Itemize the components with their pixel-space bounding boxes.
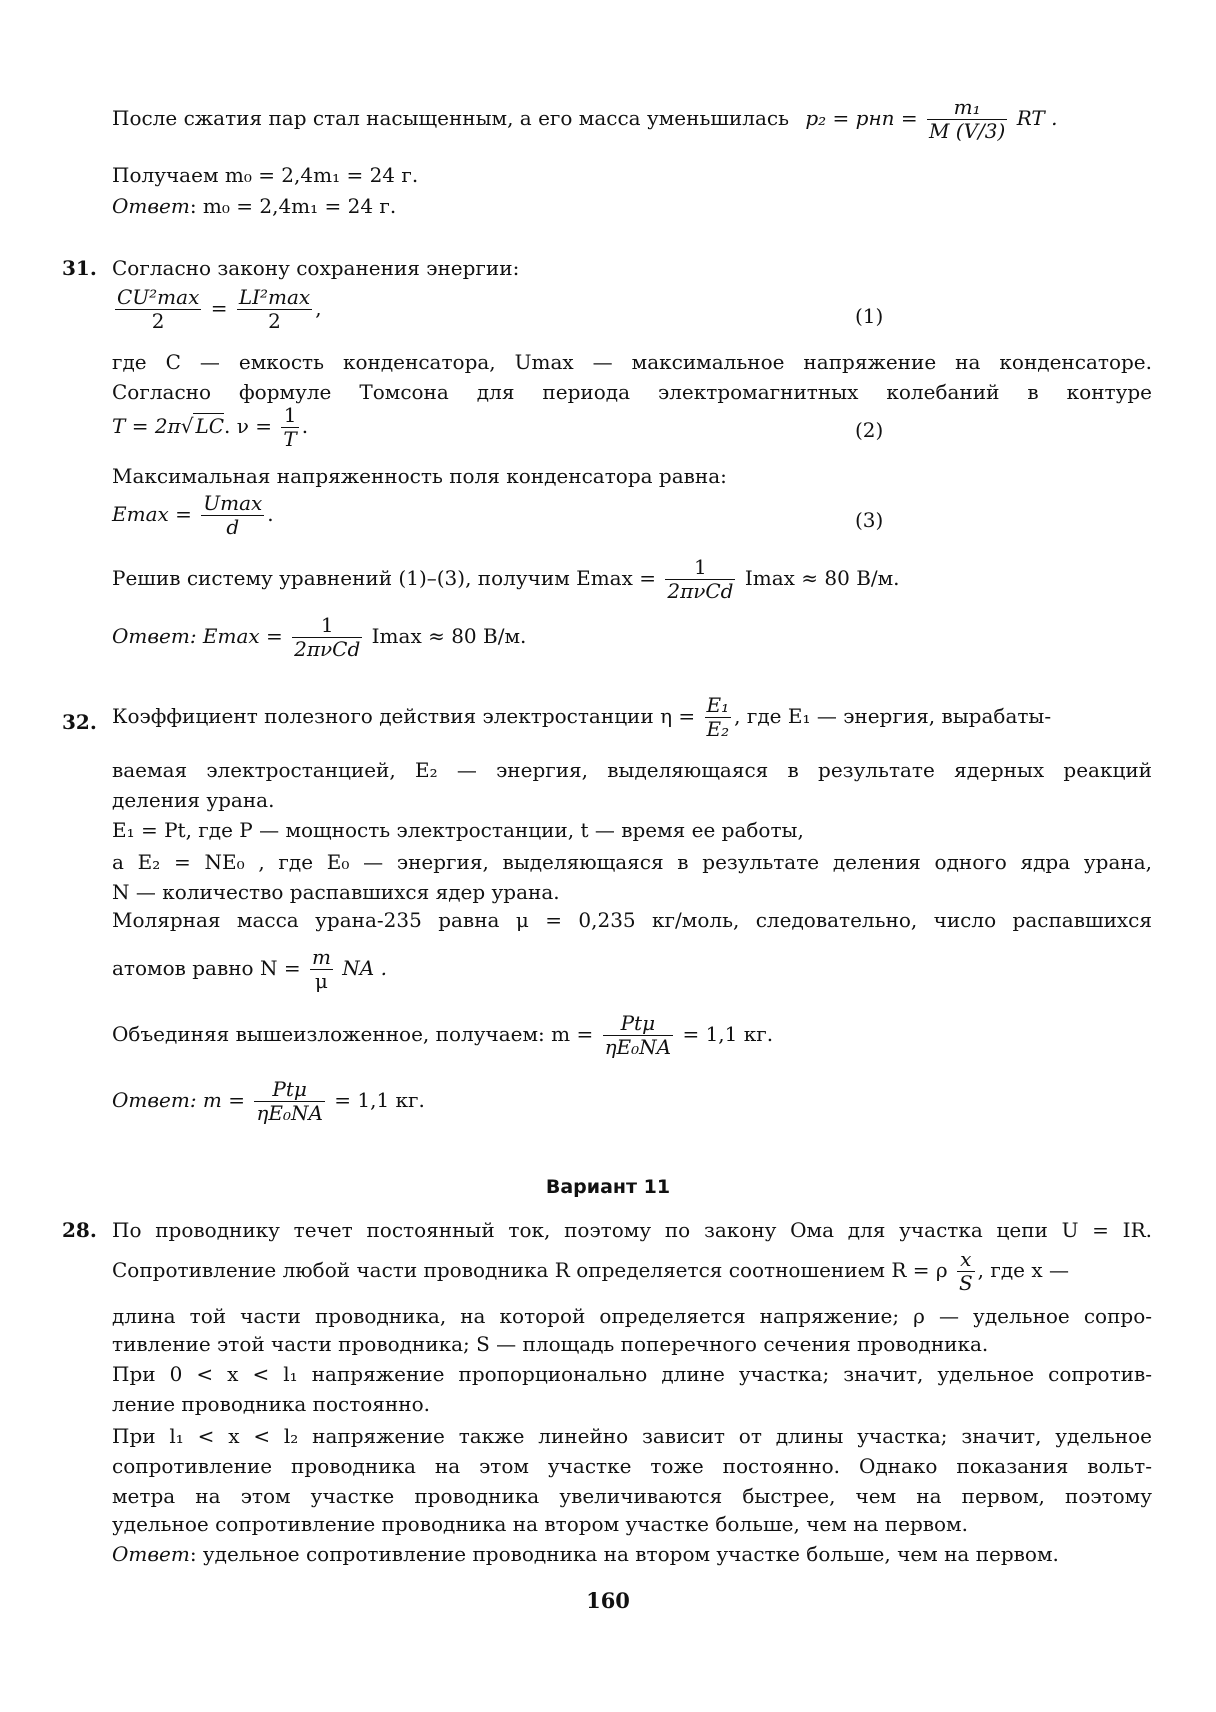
denominator: T: [283, 427, 297, 451]
p32-line-4: E₁ = Pt, где P — мощность электростанции, t — время ее работы,: [112, 818, 804, 842]
p32-line-9: [112, 1012, 773, 1059]
numerator: m: [311, 945, 331, 969]
numerator: Umax: [203, 491, 263, 515]
p28-line-6: ление проводника постоянно.: [112, 1392, 430, 1416]
p28-line-2: [112, 1248, 1069, 1295]
denominator: E₂: [706, 717, 730, 741]
sqrt-content: LC: [195, 414, 225, 438]
text-tail: , где E₁ — энергия, вырабаты-: [734, 704, 1052, 728]
numerator: 1: [281, 404, 298, 428]
p28-line-1: По проводнику течет постоянный ток, поэтому по закону Ома для участка цепи U = IR.: [112, 1218, 1152, 1242]
answer-label: Ответ: [112, 1088, 190, 1112]
p28-line-8: сопротивление проводника на этом участке тоже постоянно. Однако показания вольт-: [112, 1454, 1152, 1478]
p31-tomson: Согласно формуле Томсона для периода электромагнитных колебаний в контуре: [112, 380, 1152, 404]
p32-line-3: деления урана.: [112, 788, 275, 812]
p32-line-6: N — количество распавшихся ядер урана.: [112, 880, 560, 904]
fraction: [603, 1012, 674, 1059]
fraction: [292, 614, 362, 661]
fraction: [201, 492, 264, 539]
denominator: ηE₀NA: [256, 1101, 323, 1125]
p31-eq2: T = 2π√ LC. ν = $\frac{1}{T}$ .: [112, 403, 309, 451]
fraction: [237, 286, 312, 333]
numerator: 1: [665, 556, 735, 580]
fraction: [254, 1078, 325, 1125]
formula-tail: Imax ≈ 80 В/м.: [744, 566, 900, 590]
p28-line-3: длина той части проводника, на которой определяется напряжение; ρ — удельное сопро-: [112, 1304, 1152, 1328]
text: атомов равно N =: [112, 956, 301, 980]
fraction: [310, 946, 333, 993]
denominator: 2: [151, 309, 165, 333]
formula-tail: NA .: [342, 956, 387, 980]
p31-eq1: CU²max 2 = LI²max 2 ,: [117, 285, 322, 333]
answer-label: Ответ: [112, 624, 190, 648]
formula-tail: = 1,1 кг.: [682, 1022, 774, 1046]
p28-line-10: удельное сопротивление проводника на втором участке больше, чем на первом.: [112, 1512, 968, 1536]
fraction: [927, 96, 1007, 143]
p32-line-1: [112, 694, 1051, 741]
p31-solve: [112, 556, 900, 603]
problem-number: 28.: [62, 1218, 97, 1242]
formula: T = 2π: [112, 414, 181, 438]
denominator: μ: [314, 969, 328, 993]
numerator: 1: [292, 614, 362, 638]
equation-tag: (1): [855, 304, 884, 328]
fraction: [115, 286, 201, 333]
problem-number: 31.: [62, 256, 97, 280]
fraction: [705, 694, 732, 741]
p28-line-9: метра на этом участке проводника увеличиваются быстрее, чем на первом, поэтому: [112, 1484, 1152, 1508]
formula: p₂ = pнп =: [805, 106, 918, 130]
denominator: d: [226, 515, 240, 539]
p28-line-7: При l₁ < x < l₂ напряжение также линейно зависит от длины участка; значит, удельное: [112, 1424, 1152, 1448]
prev-line-2: Получаем m₀ = 2,4m₁ = 24 г.: [112, 163, 419, 187]
denominator: S: [958, 1271, 973, 1295]
p31-field-intro: Максимальная напряженность поля конденсатора равна:: [112, 464, 727, 488]
denominator: ηE₀NA: [604, 1035, 672, 1059]
answer-text: : удельное сопротивление проводника на втором участке больше, чем на первом.: [189, 1542, 1059, 1566]
text: Коэффициент полезного действия электростанции η =: [112, 704, 696, 728]
p32-line-5: а E₂ = NE₀ , где E₀ — энергия, выделяющаяся в результате деления одного ядра урана,: [112, 850, 1152, 874]
p28-line-5: При 0 < x < l₁ напряжение пропорционально длине участка; значит, удельное сопротив-: [112, 1362, 1152, 1386]
numerator: x: [957, 1248, 975, 1272]
answer-text: : m =: [189, 1088, 245, 1112]
text: Объединяя вышеизложенное, получаем: m =: [112, 1022, 594, 1046]
text: Сопротивление любой части проводника R определяется соотношением R = ρ: [112, 1258, 948, 1282]
equation-tag: (2): [855, 418, 884, 442]
numerator: E₁: [706, 693, 730, 717]
p28-line-4: тивление этой части проводника; S — площадь поперечного сечения проводника.: [112, 1332, 989, 1356]
problem-number: 32.: [62, 710, 97, 734]
text: Решив систему уравнений (1)–(3), получим Emax =: [112, 566, 656, 590]
numerator: CU²max: [117, 285, 200, 309]
text-tail: , где x —: [977, 1258, 1070, 1282]
p32-line-7: Молярная масса урана-235 равна μ = 0,235 кг/моль, следовательно, число распавшихся: [112, 908, 1152, 932]
prev-answer: [112, 194, 396, 218]
formula-tail: RT .: [1016, 106, 1058, 130]
formula: Emax =: [112, 502, 192, 526]
p28-answer: [112, 1542, 1059, 1566]
numerator: m₁: [927, 96, 1007, 120]
numerator: LI²max: [238, 285, 311, 309]
formula-mid: . ν =: [224, 414, 273, 438]
prev-line-1: [112, 96, 1057, 143]
page-number: 160: [586, 1588, 630, 1613]
section-heading: Вариант 11: [545, 1176, 671, 1198]
text: После сжатия пар стал насыщенным, а его масса уменьшилась: [112, 106, 789, 130]
numerator: Ptμ: [603, 1012, 674, 1036]
p32-line-2: ваемая электростанцией, E₂ — энергия, выделяющаяся в результате ядерных реакций: [112, 758, 1152, 782]
p31-answer: [112, 614, 526, 661]
p32-line-8: [112, 946, 387, 993]
p31-intro: Согласно закону сохранения энергии:: [112, 256, 520, 280]
formula-tail: = 1,1 кг.: [334, 1088, 425, 1112]
equation-tag: (3): [855, 508, 884, 532]
denominator: M (V/3): [928, 119, 1006, 143]
p31-eq3: Emax = Umax d .: [112, 491, 274, 539]
fraction: [957, 1248, 975, 1295]
p32-answer: [112, 1078, 425, 1125]
fraction: [281, 404, 298, 451]
answer-label: Ответ: [112, 1542, 190, 1566]
answer-text: : Emax =: [189, 624, 283, 648]
answer-text: : m₀ = 2,4m₁ = 24 г.: [189, 194, 397, 218]
formula-tail: Imax ≈ 80 В/м.: [371, 624, 527, 648]
denominator: 2πνCd: [667, 579, 734, 603]
p31-where: где C — емкость конденсатора, Umax — максимальное напряжение на конденсаторе.: [112, 350, 1152, 374]
answer-label: Ответ: [112, 194, 190, 218]
denominator: 2πνCd: [294, 637, 361, 661]
denominator: 2: [268, 309, 281, 333]
fraction: [665, 556, 735, 603]
numerator: Ptμ: [254, 1078, 325, 1102]
